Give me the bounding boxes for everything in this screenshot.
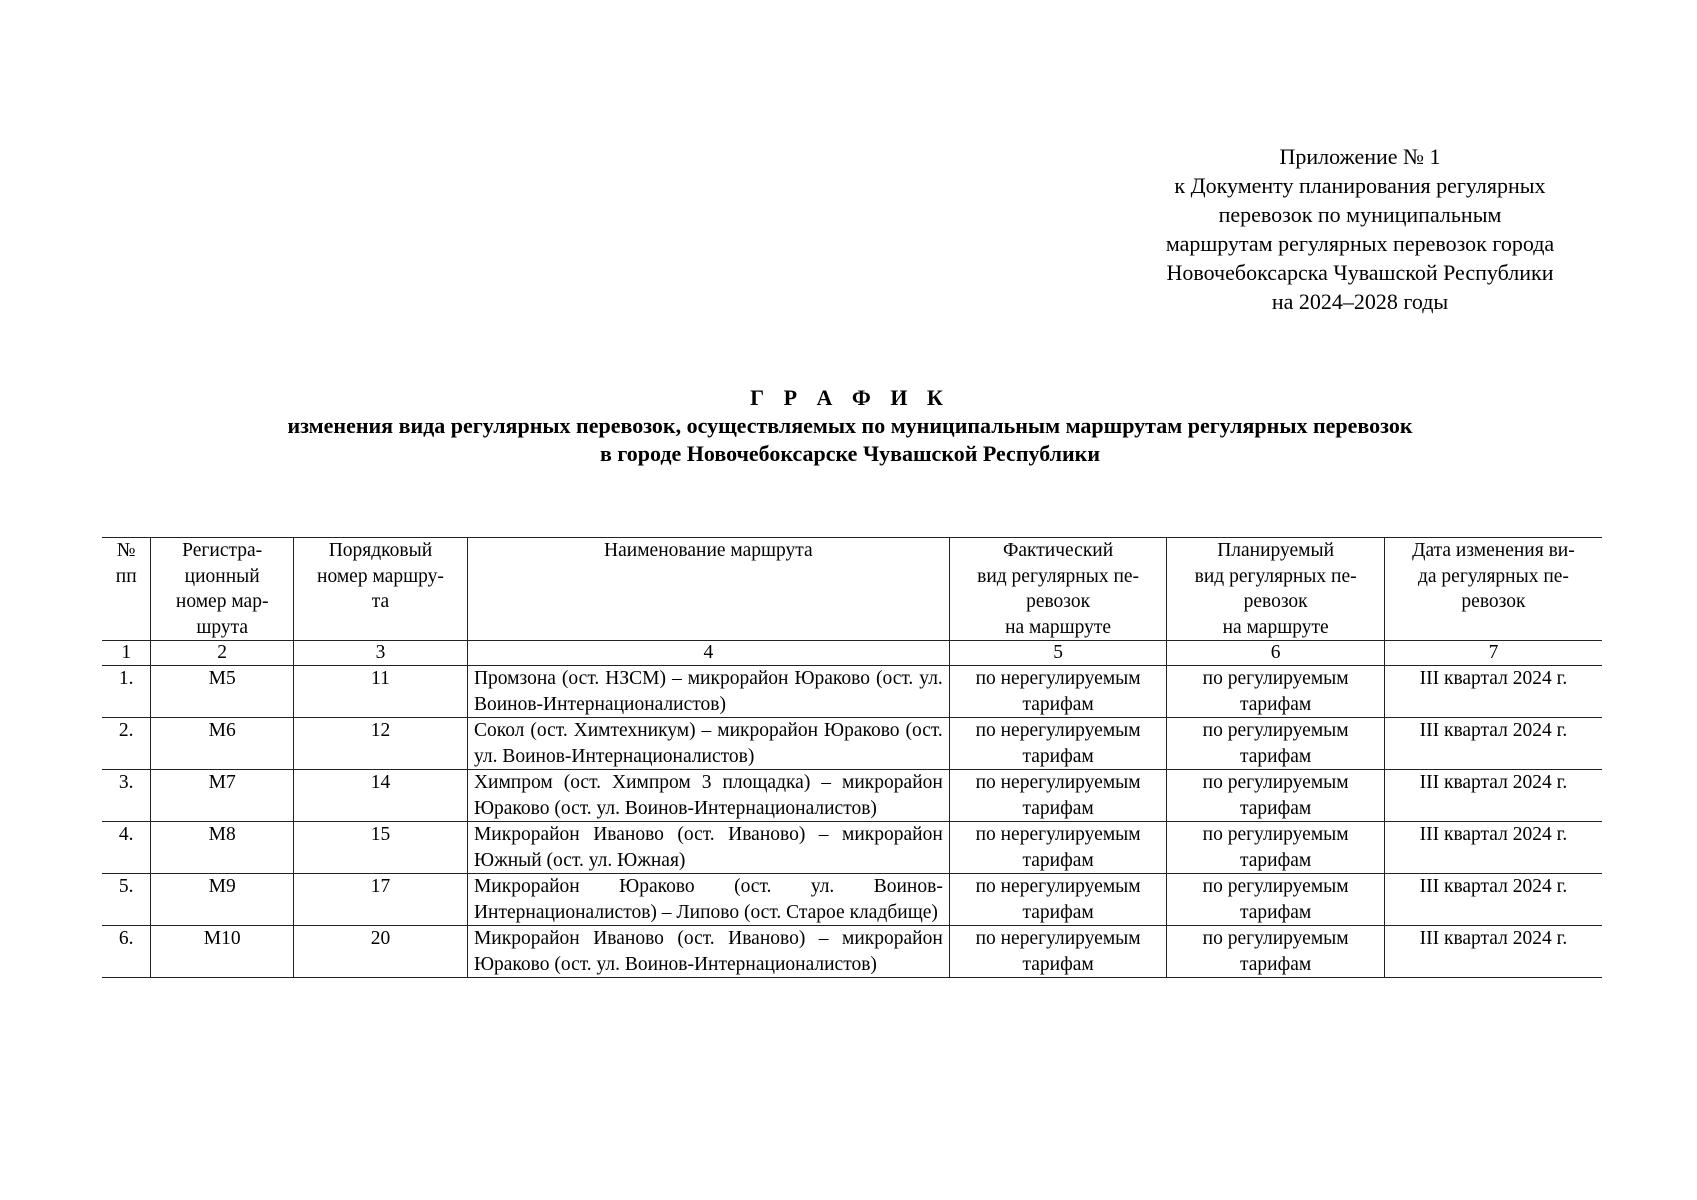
cell-planned-transport-type: по регулируемым тарифам	[1167, 822, 1385, 874]
cell-registration-number: М6	[151, 718, 293, 770]
column-number: 5	[949, 641, 1167, 666]
header-change-date: Дата изменения ви- да регулярных пе- ревозок	[1384, 538, 1602, 641]
cell-planned-transport-type: по регулируемым тарифам	[1167, 874, 1385, 926]
cell-route-order-number: 17	[293, 874, 467, 926]
table-row	[102, 770, 1602, 822]
column-number: 3	[293, 641, 467, 666]
cell-planned-transport-type: по регулируемым тарифам	[1167, 770, 1385, 822]
schedule-table	[102, 537, 1602, 978]
column-number-row	[102, 641, 1602, 666]
cell-row-number: 1.	[102, 666, 151, 718]
cell-row-number: 3.	[102, 770, 151, 822]
document-subtitle-line-1: изменения вида регулярных перевозок, осуществляемых по муниципальным маршрутам регулярных перевозок	[287, 413, 1413, 438]
cell-registration-number: М10	[151, 926, 293, 978]
cell-change-date: III квартал 2024 г.	[1384, 926, 1602, 978]
header-actual-transport-type: Фактический вид регулярных пе- ревозок на маршруте	[949, 538, 1167, 641]
cell-route-order-number: 12	[293, 718, 467, 770]
cell-planned-transport-type: по регулируемым тарифам	[1167, 718, 1385, 770]
cell-planned-transport-type: по регулируемым тарифам	[1167, 666, 1385, 718]
cell-actual-transport-type: по нерегулируемым тарифам	[949, 718, 1167, 770]
cell-row-number: 4.	[102, 822, 151, 874]
header-route-order-number: Порядковый номер маршру- та	[293, 538, 467, 641]
cell-actual-transport-type: по нерегулируемым тарифам	[949, 770, 1167, 822]
cell-route-order-number: 14	[293, 770, 467, 822]
cell-actual-transport-type: по нерегулируемым тарифам	[949, 822, 1167, 874]
document-subtitle-line-2: в городе Новочебоксарске Чувашской Республики	[599, 441, 1101, 466]
table-header-row	[102, 538, 1602, 641]
header-planned-transport-type: Планируемый вид регулярных пе- ревозок на маршруте	[1167, 538, 1385, 641]
header-registration-number: Регистра- ционный номер мар- шрута	[151, 538, 293, 641]
column-number: 4	[467, 641, 949, 666]
cell-registration-number: М8	[151, 822, 293, 874]
cell-row-number: 5.	[102, 874, 151, 926]
header-route-name: Наименование маршрута	[467, 538, 949, 641]
cell-change-date: III квартал 2024 г.	[1384, 718, 1602, 770]
cell-change-date: III квартал 2024 г.	[1384, 770, 1602, 822]
cell-change-date: III квартал 2024 г.	[1384, 874, 1602, 926]
cell-route-name: Микрорайон Юраково (ост. ул. Воинов-Интернационалистов) – Липово (ост. Старое кладбище)	[467, 874, 949, 926]
cell-route-name: Микрорайон Иваново (ост. Иваново) – микрорайон Юраково (ост. ул. Воинов-Интернационалистов)	[467, 926, 949, 978]
cell-row-number: 6.	[102, 926, 151, 978]
table-row	[102, 666, 1602, 718]
cell-change-date: III квартал 2024 г.	[1384, 666, 1602, 718]
table-row	[102, 822, 1602, 874]
appendix-line: маршрутам регулярных перевозок города	[1165, 231, 1555, 256]
table-row	[102, 874, 1602, 926]
appendix-line: к Документу планирования регулярных	[1174, 173, 1546, 198]
header-row-number: № пп	[102, 538, 151, 641]
cell-route-order-number: 11	[293, 666, 467, 718]
column-number: 1	[102, 641, 151, 666]
cell-route-name: Микрорайон Иваново (ост. Иваново) – микрорайон Южный (ост. ул. Южная)	[467, 822, 949, 874]
column-number: 6	[1167, 641, 1385, 666]
document-heading	[100, 384, 1600, 468]
appendix-line: перевозок по муниципальным	[1218, 202, 1502, 227]
cell-route-order-number: 20	[293, 926, 467, 978]
column-number: 7	[1384, 641, 1602, 666]
cell-row-number: 2.	[102, 718, 151, 770]
appendix-line: Новочебоксарска Чувашской Республики	[1166, 260, 1554, 285]
table-row	[102, 926, 1602, 978]
cell-route-order-number: 15	[293, 822, 467, 874]
cell-route-name: Промзона (ост. НЗСМ) – микрорайон Юраково (ост. ул. Воинов-Интернационалистов)	[467, 666, 949, 718]
cell-change-date: III квартал 2024 г.	[1384, 822, 1602, 874]
cell-registration-number: М5	[151, 666, 293, 718]
appendix-line: на 2024–2028 годы	[1271, 289, 1449, 314]
cell-route-name: Химпром (ост. Химпром 3 площадка) – микрорайон Юраково (ост. ул. Воинов-Интернационалистов)	[467, 770, 949, 822]
cell-actual-transport-type: по нерегулируемым тарифам	[949, 666, 1167, 718]
cell-planned-transport-type: по регулируемым тарифам	[1167, 926, 1385, 978]
cell-actual-transport-type: по нерегулируемым тарифам	[949, 926, 1167, 978]
appendix-block	[1105, 142, 1615, 316]
cell-registration-number: М7	[151, 770, 293, 822]
table-row	[102, 718, 1602, 770]
cell-route-name: Сокол (ост. Химтехникум) – микрорайон Юраково (ост. ул. Воинов-Интернационалистов)	[467, 718, 949, 770]
appendix-line: Приложение № 1	[1279, 144, 1441, 169]
column-number: 2	[151, 641, 293, 666]
cell-registration-number: М9	[151, 874, 293, 926]
document-title: Г Р А Ф И К	[750, 385, 950, 410]
cell-actual-transport-type: по нерегулируемым тарифам	[949, 874, 1167, 926]
